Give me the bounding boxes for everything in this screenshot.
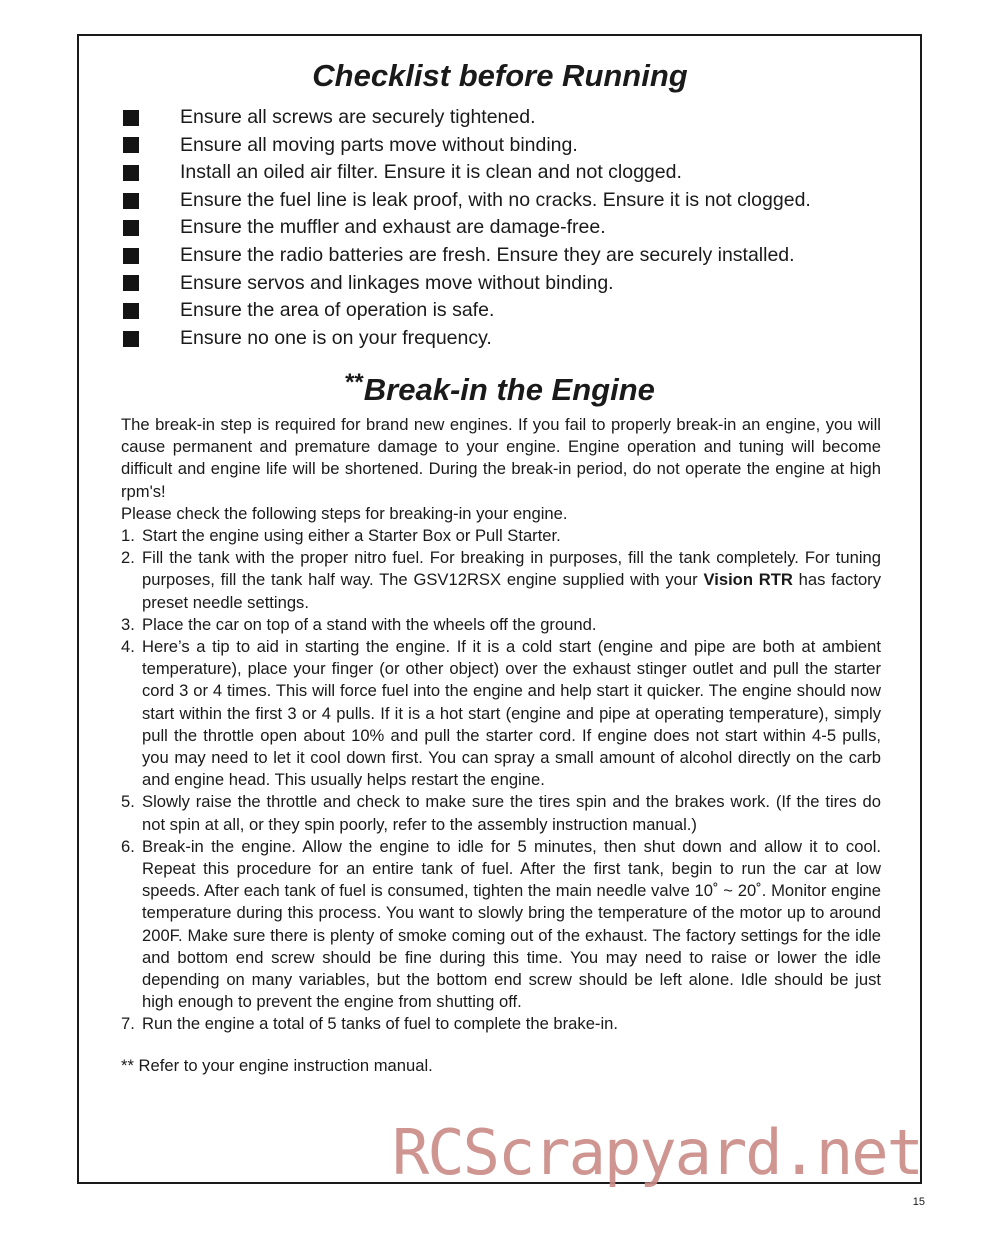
product-name: Vision RTR <box>703 570 793 590</box>
breakin-intro: The break-in step is required for brand new engines. If you fail to properly break-in an engine, you will cause permanent and premature damage to your engine. Engine operation and tuning will become difficult and engine life will be shortened. During the break-in period, do not operate the engine at high rpm's! <box>121 415 881 501</box>
step-number: 4. <box>121 637 135 657</box>
step-text: Here’s a tip to aid in starting the engine. If it is a cold start (engine and pipe are both at ambient temperature), place your finger (or other object) over the exhaust stinger outlet and pull the starter cord 3 or 4 times. This will force fuel into the engine and help start it quicker. The engine should now start within the first 3 or 4 pulls. If it is a hot start (engine and pipe at operating temperature), simply pull the throttle open about 10% and pull the starter cord. If engine does not start within 4-5 pulls, you may need to let it cool down first. You can spray a small amount of alcohol directly on the carb and engine head. This usually helps restart the engine. <box>142 637 881 790</box>
step-item <box>121 836 881 1014</box>
step-number: 1. <box>121 526 135 546</box>
checklist-item <box>120 104 811 132</box>
checklist-title: Checklist before Running <box>312 58 688 93</box>
breakin-body <box>121 414 881 1077</box>
square-bullet-icon <box>123 331 139 347</box>
breakin-steps <box>121 525 881 1036</box>
step-item <box>121 614 881 636</box>
checklist-item-text: Ensure the muffler and exhaust are damage-free. <box>180 216 606 239</box>
square-bullet-icon <box>123 110 139 126</box>
square-bullet-icon <box>123 193 139 209</box>
checklist-item <box>120 159 811 187</box>
checklist-item <box>120 242 811 270</box>
checklist <box>120 104 811 352</box>
checklist-item <box>120 132 811 160</box>
checklist-item <box>120 214 811 242</box>
square-bullet-icon <box>123 137 139 153</box>
step-text-part: has factory preset needle settings. <box>142 570 881 612</box>
step-text: Break-in the engine. Allow the engine to idle for 5 minutes, then shut down and allow it to cool. Repeat this procedure for an entire tank of fuel. After the first tank, begin to run the car at low speeds. After each tank of fuel is consumed, tighten the main needle valve 10˚ ~ 20˚. Monitor engine temperature during this process. You want to slowly bring the temperature of the motor up to around 200F. Make sure there is plenty of smoke coming out of the exhaust. The factory settings for the idle and bottom end screw should be fine during this time. You may need to raise or lower the idle depending on many variables, but the bottom end screw should be left alone. Idle should be just high enough to prevent the engine from shutting off. <box>142 836 881 1012</box>
step-text: Slowly raise the throttle and check to make sure the tires spin and the brakes work. (If the tires do not spin at all, or they spin poorly, refer to the assembly instruction manual.) <box>142 792 881 834</box>
square-bullet-icon <box>123 303 139 319</box>
square-bullet-icon <box>123 248 139 264</box>
checklist-item <box>120 187 811 215</box>
step-number: 2. <box>121 548 135 568</box>
step-text: Place the car on top of a stand with the wheels off the ground. <box>142 614 597 634</box>
step-number: 7. <box>121 1014 135 1034</box>
checklist-item <box>120 270 811 298</box>
checklist-item-text: Ensure the fuel line is leak proof, with no cracks. Ensure it is not clogged. <box>180 188 811 211</box>
step-item <box>121 525 881 547</box>
step-item <box>121 636 881 791</box>
step-number: 5. <box>121 792 135 812</box>
breakin-title-text: Break-in the Engine <box>363 372 655 407</box>
square-bullet-icon <box>123 275 139 291</box>
checklist-item <box>120 325 811 353</box>
square-bullet-icon <box>123 165 139 181</box>
checklist-item-text: Ensure no one is on your frequency. <box>180 326 492 349</box>
page-number: 15 <box>912 1196 925 1208</box>
checklist-item-text: Ensure all moving parts move without binding. <box>180 133 578 156</box>
step-number: 6. <box>121 836 135 856</box>
breakin-title <box>0 369 1000 408</box>
checklist-item-text: Ensure the radio batteries are fresh. Ensure they are securely installed. <box>180 243 795 266</box>
checklist-item-text: Ensure the area of operation is safe. <box>180 299 495 322</box>
step-number: 3. <box>121 614 135 634</box>
checklist-item <box>120 297 811 325</box>
breakin-lead: Please check the following steps for breaking-in your engine. <box>121 503 568 523</box>
step-text-part: Fill the tank with the proper nitro fuel. For breaking in purposes, fill the tank completely. For tuning purposes, fill the tank half way. The GSV12RSX engine supplied with your <box>142 548 881 590</box>
breakin-title-stars: ** <box>345 369 364 396</box>
step-item <box>121 1013 881 1035</box>
step-text: Start the engine using either a Starter Box or Pull Starter. <box>142 526 561 546</box>
step-item <box>121 547 881 614</box>
checklist-item-text: Ensure servos and linkages move without binding. <box>180 271 614 294</box>
watermark: RCScrapyard.net <box>392 1116 922 1189</box>
checklist-item-text: Install an oiled air filter. Ensure it is clean and not clogged. <box>180 161 682 184</box>
step-text: Run the engine a total of 5 tanks of fuel to complete the brake-in. <box>142 1014 618 1034</box>
square-bullet-icon <box>123 220 139 236</box>
checklist-item-text: Ensure all screws are securely tightened. <box>180 106 536 128</box>
step-text <box>142 547 881 614</box>
footnote: ** Refer to your engine instruction manual. <box>121 1055 433 1075</box>
step-item <box>121 791 881 835</box>
